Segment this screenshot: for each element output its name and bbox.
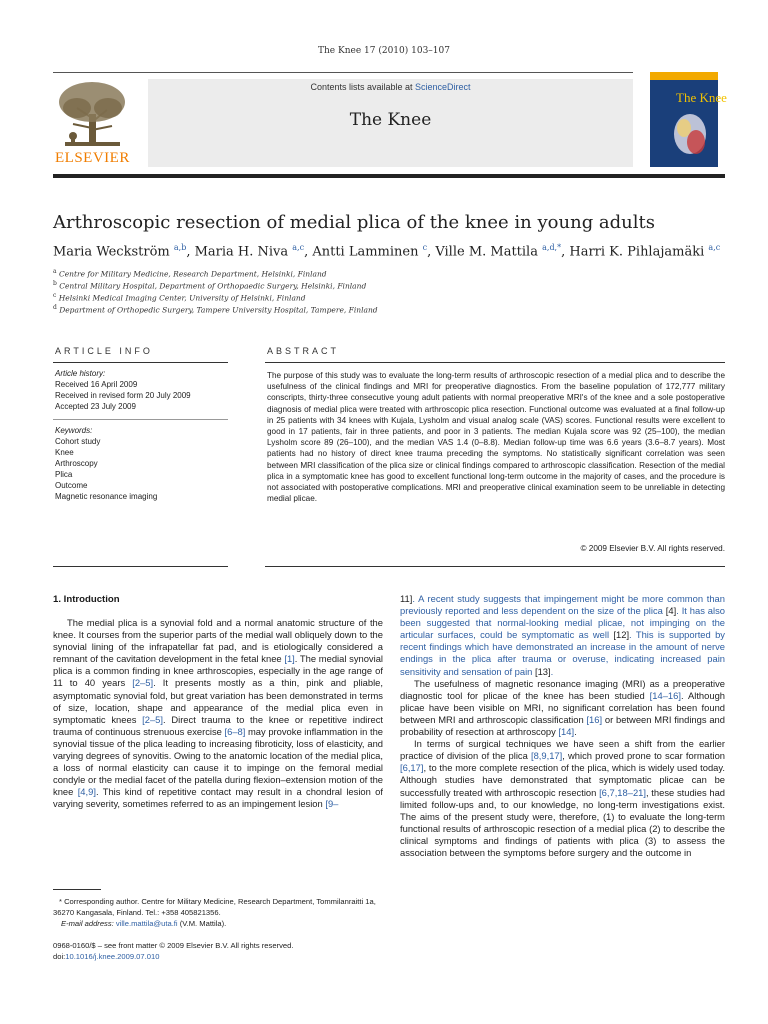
author-list [53,243,733,259]
author-name: Maria H. Niva [194,244,289,260]
corresponding-author-footnote [53,896,383,929]
elsevier-tree-logo [55,78,130,150]
history-label: Article history: [55,369,106,378]
email-suffix: (V.M. Mattila). [177,919,227,928]
issn-line: 0968-0160/$ – see front matter © 2009 Elsevier B.V. All rights reserved. [53,941,294,950]
abstract-rule-top [265,362,725,363]
received-date: Received 16 April 2009 [55,380,138,389]
citation-link[interactable]: . This is supported by recent findings which have demonstrated an increase in the amount of nerve endings in the plica after trauma or overuse, indicating increased pain sensitivity and sensation of pain [400,629,725,677]
article-title: Arthroscopic resection of medial plica of the knee in young adults [53,212,656,233]
author-name: Harri K. Pihlajamäki [569,244,705,260]
author-separator: , [304,244,313,260]
keyword: Plica [55,470,73,479]
author-affiliation-marker[interactable]: a,b [173,243,187,252]
keywords-block [55,425,230,502]
info-rule-top [53,362,228,363]
keywords-label: Keywords: [55,426,93,435]
doi-line [53,951,383,962]
sciencedirect-link[interactable]: ScienceDirect [415,82,471,92]
email-link[interactable]: ville.mattila@uta.fi [115,919,178,928]
author-name: Antti Lamminen [312,244,419,260]
abstract-rule-bottom [265,566,725,567]
paragraph-text: The usefulness of magnetic resonance imaging (MRI) as a preoperative diagnostic tool for plicae of the knee has been studied [400,677,725,701]
intro-paragraph-1 [53,617,383,811]
accepted-date: Accepted 23 July 2009 [55,402,136,411]
affiliation-d: $^d$ Department of Orthopedic Surgery, Tampere University Hospital, Tampere, Finland [53,304,378,315]
author-affiliation-marker[interactable]: a,d,* [542,243,562,252]
introduction-heading: 1. Introduction [53,594,120,605]
paragraph-text: [4] [665,605,677,617]
journal-cover-image [650,72,727,167]
paragraph-text: . Direct trauma to the knee or repetitive indirect trauma of continuous strenuous exercise [53,713,383,737]
author-affiliation-marker[interactable]: a,c [708,243,721,252]
paragraph-text: , which proved prone to scar formation [562,750,725,762]
paragraph-text: 11] [400,593,413,604]
cover-title: The Knee [676,90,727,105]
keyword: Outcome [55,481,88,490]
citation-link[interactable]: [6,17] [400,762,424,774]
abstract-text: The purpose of this study was to evaluate the long-term results of arthroscopic resection of a medial plica and to describe the usefulness of the clinical findings and MRI for preoperative diagnostics. From the baseline population of 172,777 military conscripts, thirty-three consecutive young adult patients with normal preoperative MRI's of the knee and a sole postoperative diagnosis of medial plica were treated with arthroscopic plica resection. Functional outcome was evaluated at a final follow-up in 25 patients with 34 knees with Kujala, Lysholm and visual analog scale (VAS) scores. Functional results were excellent to good in 17 patients, fair in three patients, and poor in 3 patients. The median Kujala score was 92 (25–100), the median Lysholm score 89 (26–100), and the median VAS 1.4 (0–8.8). Median follow-up time was 6.6 years (3.6–8.7 years). Most patients had no history of direct knee trauma preceding the symptoms. No statistically significant correlation was seen between MRI classification of the plica size or clinical findings compared to arthroscopic classification. Resection of the medial plica in a symptomatic knee has good to excellent functional long-term outcome in the majority of cases, and the procedure is not associated with postoperative complications. MRI and preoperative clinical examination seem to be unreliable in detecting medial plicae. [267,371,725,504]
citation-link[interactable]: [14] [558,726,575,738]
citation-link[interactable]: [1] [284,653,295,665]
author-name: Maria Weckström [53,244,170,260]
email-line [53,918,383,929]
paragraph-text: In terms of surgical techniques we have seen a shift from the earlier practice of division of the plica [400,738,725,762]
article-info-heading: ARTICLE INFO [55,346,153,356]
author-separator: , [561,244,570,260]
citation-link[interactable]: [14–16] [649,689,681,701]
paragraph-text: . The medial synovial plica is a common finding in knee arthroscopies, especially in the age range of 11 to 40 years [53,653,383,689]
doi-prefix: doi: [53,952,66,961]
revised-date: Received in revised form 20 July 2009 [55,391,191,400]
citation-link[interactable]: [2–5] [142,713,163,725]
paragraph-text: . [574,726,577,738]
citation-link[interactable]: [16] [586,713,603,725]
author-name: Ville M. Mattila [435,244,538,260]
header-rule [53,72,633,73]
citation-link[interactable]: [8,9,17] [530,750,563,762]
paragraph-text: may provoke inflammation in the synovial tissue of the plica leading to increasing fibroticity, loss of elasticity, and varying degrees of synovitis. Owing to the anatomic location of the medial plica, a loss of normal elasticity can cause it to impinge on the femoral medial condyle or the medial facet of the patella during flexion–extension motion of the knee [53,725,383,798]
keyword: Cohort study [55,437,101,446]
citation-link[interactable]: . It has also been suggested that normal-looking medial plicae, not impinging on the articular surfaces, could be symptomatic as well [400,605,725,641]
paragraph-text: or between MRI findings and probability of resection at arthroscopy [400,713,725,738]
citation-link[interactable]: [6–8] [224,725,246,737]
affiliation-a: $^a$ Centre for Military Medicine, Research Department, Helsinki, Finland [53,268,327,279]
author-separator: , [186,244,195,260]
intro-paragraph-2 [400,678,725,738]
citation-link[interactable]: . [550,665,554,677]
citation-link[interactable]: [9– [325,798,339,810]
affiliation-b: $^b$ Central Military Hospital, Department of Orthopaedic Surgery, Helsinki, Finland [53,280,367,291]
author-affiliation-marker[interactable]: c [422,243,428,252]
intro-paragraph-3 [400,738,725,859]
author-affiliation-marker[interactable]: a,c [292,243,305,252]
elsevier-wordmark: ELSEVIER [55,150,130,166]
journal-title: The Knee [349,110,432,130]
intro-paragraph-1-continued [400,593,725,678]
citation-link[interactable]: [6,7,18–21] [599,786,646,798]
citation-link[interactable]: [2–5] [132,677,154,689]
citation-link[interactable]: [4,9] [77,786,96,798]
author-separator: , [427,244,436,260]
doi-link[interactable]: 10.1016/j.knee.2009.07.010 [65,952,160,961]
paragraph-text: , these studies had limited follow-ups and, to our knowledge, no long-term investigations exist. The aims of the present study were, therefore, (1) to evaluate the long-term functional results of arthroscopic resection of a medial plica (2) to describe the clinical symptoms and findings of patients with plica (3) to assess the association between the symptoms before surgery and the outcome in [400,786,725,858]
paragraph-text: . This kind of repetitive contact may result in a chondral lesion of varying severity, sometimes referred to as an impingement lesion [53,786,384,810]
contents-prefix: Contents lists available at [310,82,416,92]
paragraph-text: . It presents mostly as a thin, pink and pliable, asymptomatic synovial fold, but great variation has been demonstrated in terms of size, location, shape and appearance of the medial plica even in symptomatic knees [53,677,384,725]
info-rule-bottom [53,566,228,567]
keyword: Arthroscopy [55,459,98,468]
front-matter [53,940,383,962]
keyword: Magnetic resonance imaging [55,492,158,501]
corresponding-text: * Corresponding author. Centre for Military Medicine, Research Department, Tommilanraitti 1a, 36270 Kangasala, Finland. Tel.: +358 405821356. [53,897,376,917]
paragraph-text: [13] [534,665,551,677]
paragraph-text: , to the more complete resection of the plica, which is widely used today. Although studies have demonstrated that symptomatic plicae can be successfully treated with arthroscopic resection [400,762,725,798]
footnote-rule [53,889,101,890]
body-column-left [53,617,383,811]
header-thick-rule [53,174,725,178]
paragraph-text: The medial plica is a synovial fold and a normal anatomic structure of the knee. It courses from the superior parts of the medial wall obliquely down to the synovial lining of the infrapatellar fat pad, and is etiologically considered a remnant of the cavitation development in the fetal knee [53,617,383,665]
keyword: Knee [55,448,74,457]
paragraph-text: . Although plicae have been visible on MRI, no significant correlation has been found between MRI and arthroscopic classification [400,689,726,725]
journal-reference: The Knee 17 (2010) 103–107 [318,46,450,56]
email-label: E-mail address: [61,919,116,928]
contents-available [148,82,633,92]
paragraph-text: [12] [613,629,630,641]
citation-link[interactable]: . A recent study suggests that impingement might be more common than previously reported and less dependent on the size of the plica [400,593,725,617]
info-rule-mid [53,419,228,420]
abstract-heading: ABSTRACT [267,346,340,356]
copyright-line: © 2009 Elsevier B.V. All rights reserved. [580,544,725,553]
affiliation-c: $^c$ Helsinki Medical Imaging Center, University of Helsinki, Finland [53,292,306,303]
article-history [55,368,230,412]
body-column-right [400,593,725,859]
